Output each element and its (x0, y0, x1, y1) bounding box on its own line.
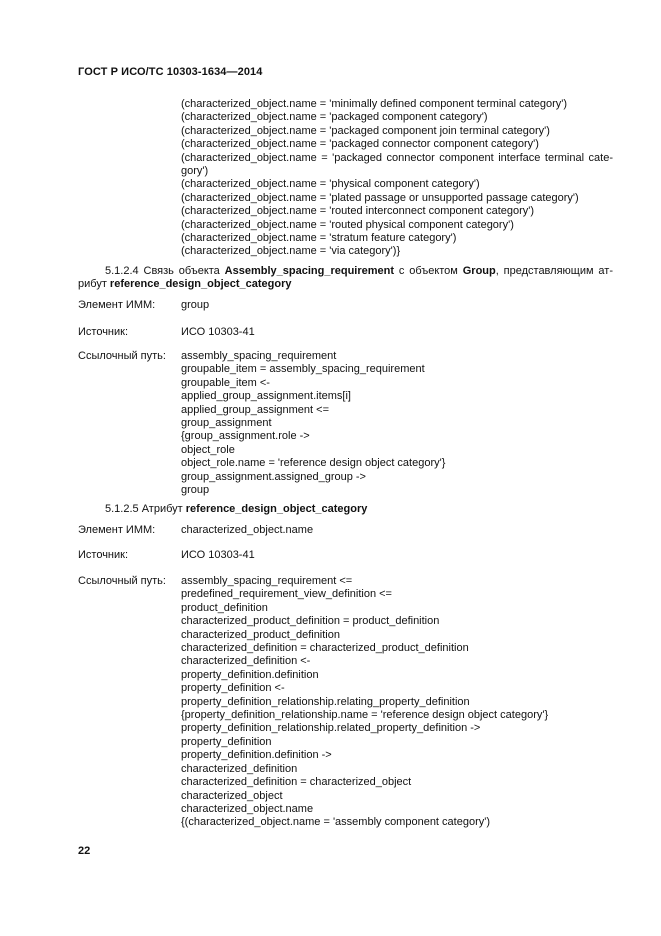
path-line: assembly_spacing_requirement <= (181, 575, 353, 587)
path-line: property_definition (181, 735, 272, 748)
path-line: property_definition.definition -> (181, 749, 332, 762)
code-line: (characterized_object.name = 'packaged component join terminal category') (181, 124, 550, 137)
code-line: (characterized_object.name = 'via category')} (181, 245, 401, 258)
path-line: object_role (181, 443, 235, 456)
path-line: object_role.name = 'reference design object category'} (181, 457, 446, 470)
reference-path-5125 (181, 575, 613, 830)
section-5124-heading (78, 265, 613, 292)
imm-element-value: characterized_object.name (181, 524, 314, 536)
path-line: characterized_definition = characterized_object (181, 776, 412, 789)
page-number: 22 (78, 845, 91, 857)
path-line: characterized_definition <- (181, 655, 311, 668)
section-5125-heading: 5.1.2.5 Атрибут reference_design_object_category (105, 503, 368, 515)
source-label: Источник: (78, 326, 129, 338)
path-line: groupable_item <- (181, 376, 270, 389)
path-line: predefined_requirement_view_definition <= (181, 588, 392, 601)
reference-path-label: Ссылочный путь: (78, 575, 166, 587)
code-line: (characterized_object.name = 'packaged connector component category') (181, 138, 539, 151)
path-line: {group_assignment.role -> (181, 430, 310, 443)
path-line: property_definition_relationship.related_property_definition -> (181, 722, 481, 735)
imm-element-label: Элемент ИММ: (78, 524, 156, 536)
path-line: characterized_definition (181, 762, 298, 775)
path-line: characterized_object.name (181, 802, 314, 815)
source-value: ИСО 10303-41 (181, 326, 255, 338)
code-line: gory') (181, 165, 209, 178)
path-line: property_definition <- (181, 682, 285, 695)
source-value: ИСО 10303-41 (181, 549, 255, 561)
source-label: Источник: (78, 549, 129, 561)
section-5124-heading-line2: рибут reference_design_object_category (78, 278, 292, 291)
reference-path-5124 (181, 350, 613, 497)
code-line: (characterized_object.name = 'routed physical component category') (181, 218, 514, 231)
path-line: group (181, 484, 210, 497)
code-line: (characterized_object.name = 'physical component category') (181, 178, 480, 191)
path-line: product_definition (181, 601, 268, 614)
reference-path-label: Ссылочный путь: (78, 350, 166, 362)
path-line: characterized_definition = characterized_product_definition (181, 642, 469, 655)
path-line: {(characterized_object.name = 'assembly component category') (181, 816, 490, 829)
code-line: (characterized_object.name = 'minimally defined component terminal category') (181, 98, 568, 110)
path-line: assembly_spacing_requirement (181, 350, 337, 362)
top-continuation-block (181, 98, 613, 259)
path-line: characterized_product_definition (181, 628, 340, 641)
imm-element-label: Элемент ИММ: (78, 299, 156, 311)
path-line: applied_group_assignment.items[i] (181, 390, 351, 403)
path-line: characterized_product_definition = product_definition (181, 615, 440, 628)
path-line: group_assignment (181, 417, 272, 430)
path-line: {property_definition_relationship.name = 'reference design object category'} (181, 709, 549, 722)
imm-element-value: group (181, 299, 210, 311)
code-line: (characterized_object.name = 'routed interconnect component category') (181, 205, 535, 218)
code-line: (characterized_object.name = 'stratum feature category') (181, 232, 457, 245)
path-line: property_definition.definition (181, 668, 319, 681)
section-5124-heading-line1: 5.1.2.4 Связь объекта Assembly_spacing_requirement с объектом Group, представляющим ат- (105, 265, 613, 277)
document-header: ГОСТ Р ИСО/ТС 10303-1634—2014 (78, 66, 263, 78)
path-line: groupable_item = assembly_spacing_requirement (181, 363, 425, 376)
code-line: (characterized_object.name = 'plated passage or unsupported passage category') (181, 191, 579, 204)
path-line: applied_group_assignment <= (181, 403, 330, 416)
code-line: (characterized_object.name = 'packaged component category') (181, 111, 488, 124)
path-line: characterized_object (181, 789, 283, 802)
path-line: property_definition_relationship.relating_property_definition (181, 695, 470, 708)
path-line: group_assignment.assigned_group -> (181, 470, 366, 483)
code-line: (characterized_object.name = 'packaged connector component interface terminal cate- (181, 151, 613, 164)
